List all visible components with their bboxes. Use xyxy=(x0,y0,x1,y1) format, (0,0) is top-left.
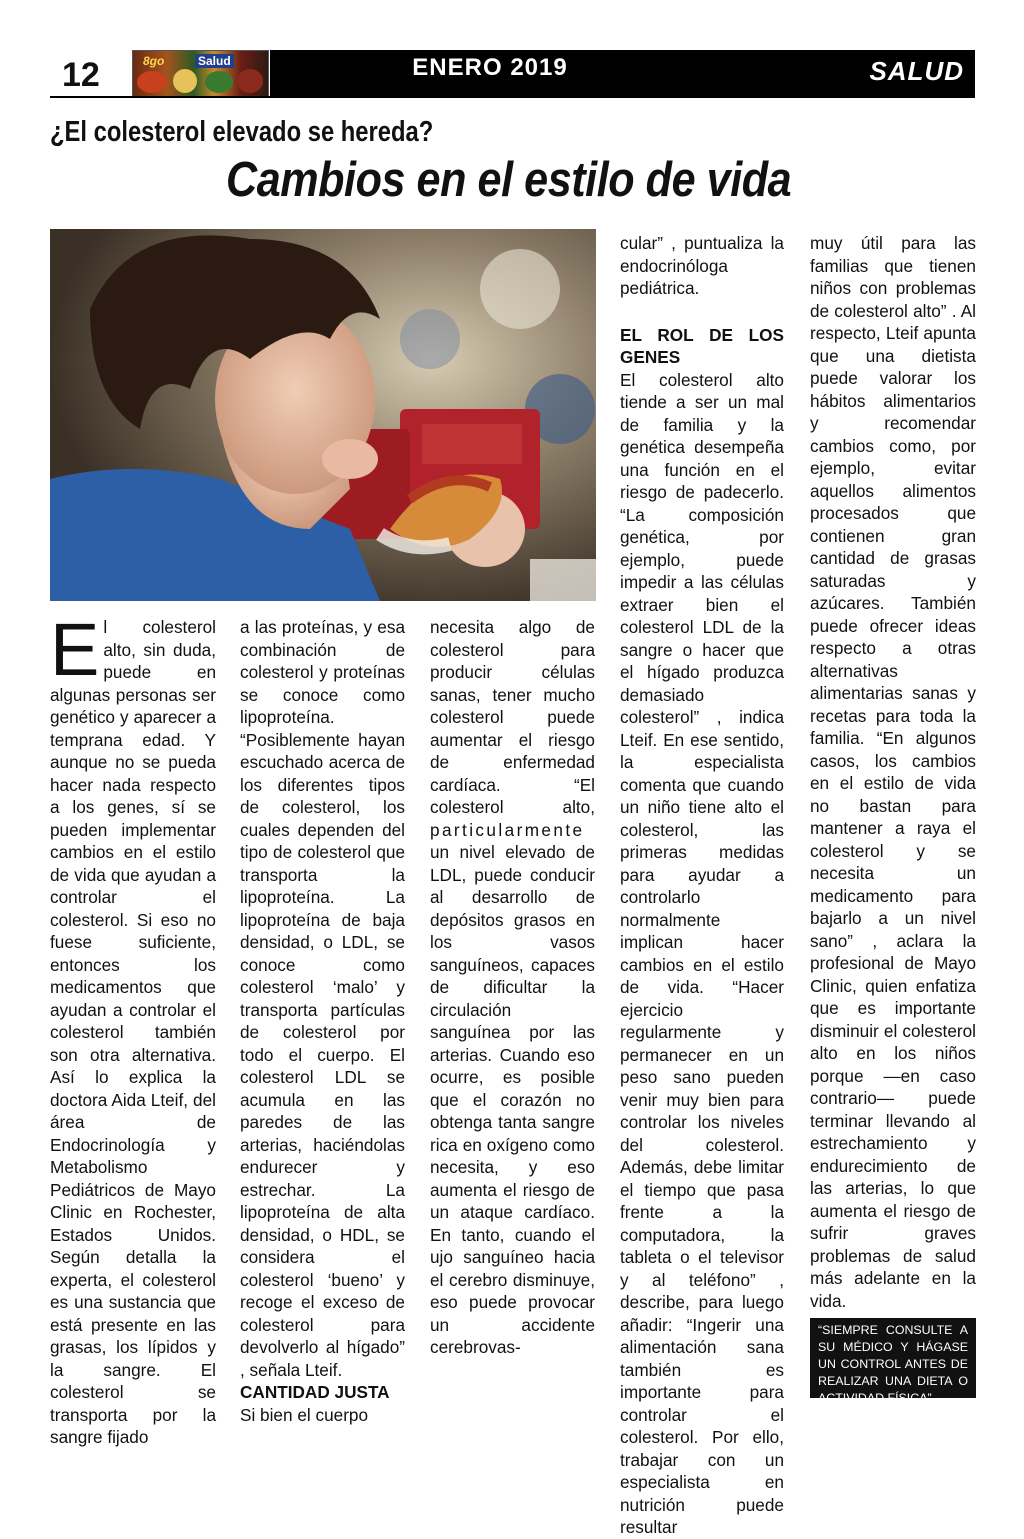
logo-decoration xyxy=(173,69,197,93)
publication-logo xyxy=(132,50,269,98)
issue-date: ENERO 2019 xyxy=(412,54,568,81)
logo-decoration xyxy=(237,69,263,93)
boy-eating-hotdog-photo xyxy=(50,229,596,601)
article-photo xyxy=(50,229,596,601)
logo-decoration xyxy=(205,71,233,93)
article-kicker: ¿El colesterol elevado se hereda? xyxy=(50,116,434,148)
page-number: 12 xyxy=(62,56,100,94)
article-column-5 xyxy=(810,232,976,1312)
subheading-cantidad-justa: CANTIDAD JUSTA xyxy=(240,1382,390,1402)
header-rule xyxy=(50,96,975,98)
section-name: SALUD xyxy=(869,56,964,86)
article-headline: Cambios en el estilo de vida xyxy=(226,153,792,207)
article-column-3 xyxy=(430,616,595,1359)
logo-word: 8go xyxy=(143,54,165,68)
logo-word: Salud xyxy=(195,54,234,68)
body-text: El colesterol alto tiende a ser un mal de familia y la genética desempeña una función en el riesgo de padecerlo. “La composición genética, por ejemplo, puede impedir a las células extraer bien el colesterol LDL de la sangre o hacer que el hígado produzca demasiado colesterol” , indica Lteif. En ese sentido, la especialista comenta que cuando un niño tiene alto el colesterol, las primeras medidas para ayudar a controlarlo normalmente implican hacer cambios en el estilo de vida. “Hacer ejercicio regularmente y permanecer en un peso sano pueden venir muy bien para controlar los niveles del colesterol. Además, debe limitar el tiempo que pasa frente a la computadora, la tableta o el televisor y al teléfono” , describe, para luego añadir: “Ingerir una alimentación sana también es importante para controlar el colesterol. Por ello, trabajar con un especialista en nutrición puede resultar xyxy=(620,369,784,1537)
body-text: Si bien el cuerpo xyxy=(240,1404,369,1425)
subheading-el-rol-de-los-genes: EL ROL DE LOS GENES xyxy=(620,324,784,367)
logo-decoration xyxy=(137,71,167,93)
body-text: necesita algo de colesterol para producir células sanas, tener mucho colesterol puede aumentar el riesgo de enfermedad cardíaca. “El colesterol alto, xyxy=(430,617,595,817)
article-column-4 xyxy=(620,232,784,1539)
drop-cap: E xyxy=(50,608,100,691)
advice-callout: “SIEMPRE CONSULTE A SU MÉDICO Y HÁGASE UN CONTROL ANTES DE REALIZAR UNA DIETA O ACTIVIDAD FÍSICA” xyxy=(810,1318,976,1398)
body-text: muy útil para las familias que tienen niños con problemas de colesterol alto” . Al respecto, Lteif apunta que una dietista puede valorar los hábitos alimentarios y recomendar cambios como, por ejemplo, evitar aquellos alimentos procesados que contienen gran cantidad de grasas saturadas y azúcares. También puede ofrecer ideas respecto a otras alternativas alimentarias sanas y recetas para toda la familia. “En algunos casos, los cambios en el estilo de vida no bastan para mantener a raya el colesterol y se necesita un medicamento para bajarlo a un nivel sano” , aclara la profesional de Mayo Clinic, quien enfatiza que es importante disminuir el colesterol alto en los niños porque —en caso contrario— puede terminar llevando al estrechamiento y endurecimiento de las arterias, lo que aumenta el riesgo de sufrir graves problemas de salud más adelante en la vida. xyxy=(810,233,976,1311)
article-column-2 xyxy=(240,616,405,1426)
article-column-1 xyxy=(50,608,216,1449)
body-text: a las proteínas, y esa combinación de colesterol y proteínas se conoce como lipoproteína. “Posiblemente hayan escuchado acerca de los diferentes tipos de colesterol, los cuales dependen del tipo de colesterol que transporta la lipoproteína. La lipoproteína de baja densidad, o LDL, se conoce como colesterol ‘malo’ y transporta partículas de colesterol por todo el cuerpo. El colesterol LDL se acumula en las paredes de las arterias, haciéndolas endurecer y estrechar. La lipoproteína de alta densidad, o HDL, se considera el colesterol ‘bueno’ y recoge el exceso de colesterol para devolverlo al hígado” , señala Lteif. xyxy=(240,617,405,1380)
body-text: cular” , puntualiza la endocrinóloga pediátrica. xyxy=(620,233,784,298)
body-text-emphasis: particularmente xyxy=(430,819,585,840)
body-text: un nivel elevado de LDL, puede conducir al desarrollo de depósitos grasos en los vasos sanguíneos, capaces de dificultar la circulación sanguínea por las arterias. Cuando eso ocurre, es posible que el corazón no obtenga tanta sangre rica en oxígeno como necesita, y eso aumenta el riesgo de un ataque cardíaco. En tanto, cuando el ujo sanguíneo hacia el cerebro disminuye, eso puede provocar un accidente cerebrovas- xyxy=(430,842,595,1357)
body-text: l colesterol alto, sin duda, puede en algunas personas ser genético y aparecer a temprana edad. Y aunque no se pueda hacer nada respecto a los genes, sí se pueden implementar cambios en el estilo de vida que ayudan a controlar el colesterol. Si eso no fuese suficiente, entonces los medicamentos que ayudan a controlar el colesterol también son otra alternativa. Así lo explica la doctora Aida Lteif, del área de Endocrinología y Metabolismo Pediátricos de Mayo Clinic en Rochester, Estados Unidos. Según detalla la experta, el colesterol es una sustancia que está presente en las grasas, los lípidos y la sangre. El colesterol se transporta por la sangre fijado xyxy=(50,617,216,1447)
